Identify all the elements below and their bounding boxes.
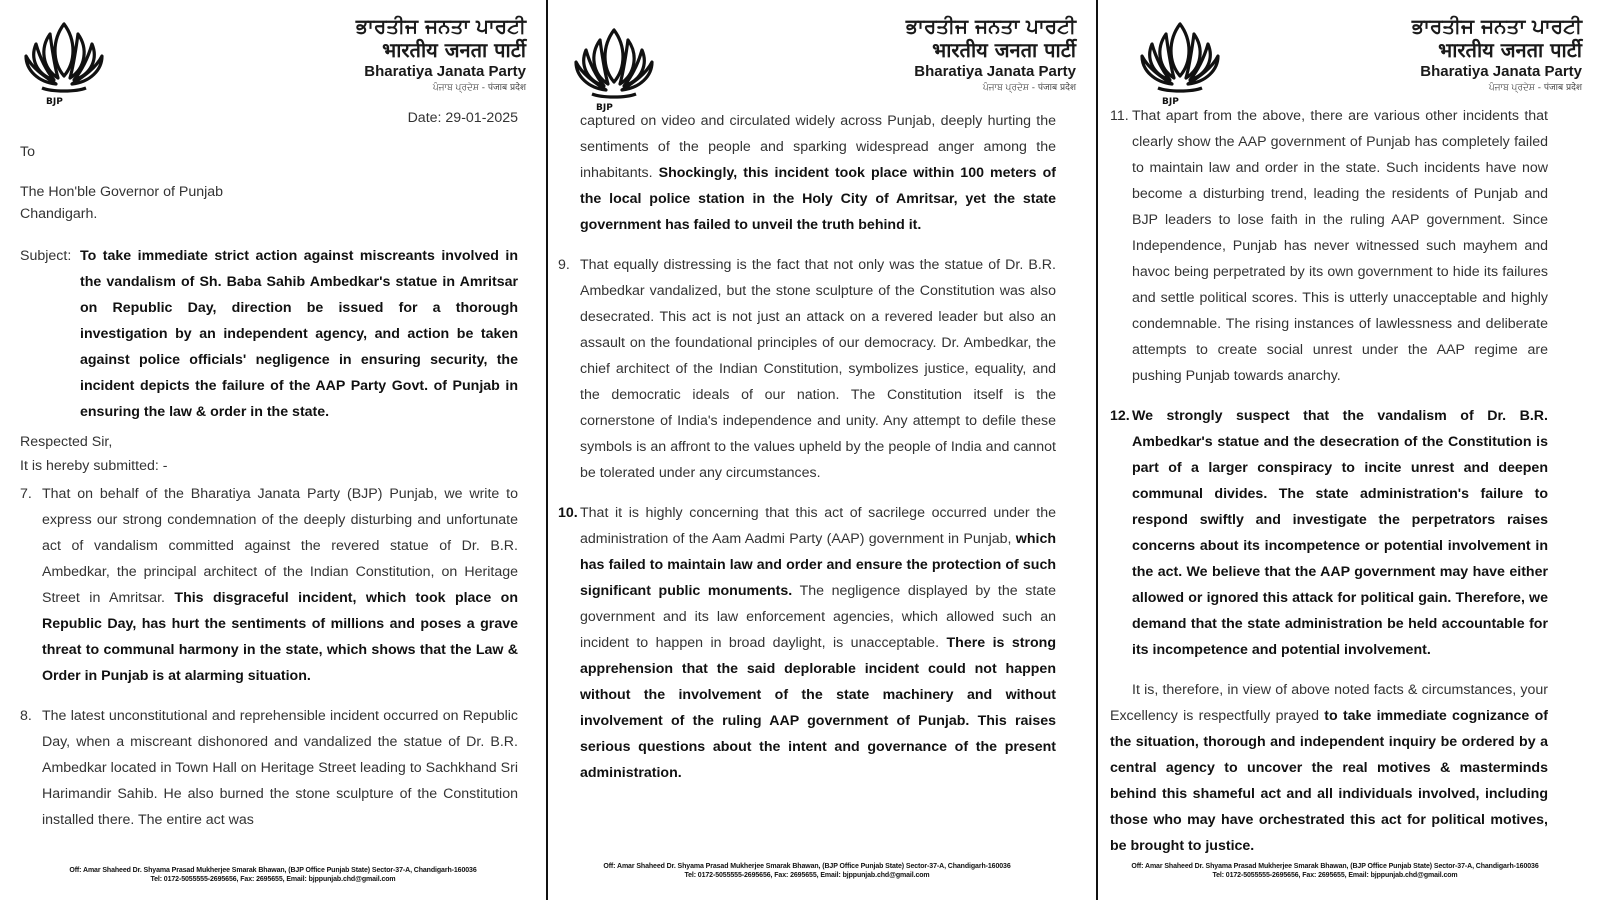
paragraph-10-bold-text-b: which has failed to maintain law and order and ensure the protection of such significant public monuments. <box>580 531 1056 599</box>
paragraph-12-text: We strongly suspect that the vandalism of Dr. B.R. Ambedkar's statue and the desecration of the Constitution is part of a larger conspiracy to incite unrest and deepen communal divides. The state administration's failure to respond swiftly and investigate the perpetrators raises concerns about its incompetence or potential involvement in the act. We believe that the AAP government may have either allowed or ignored this attack for political gain. Therefore, we demand that the state administration be held accountable for its incompetence and potential involvement. <box>1132 408 1548 658</box>
letter-date: Date: 29-01-2025 <box>407 110 518 126</box>
party-state-unit: ਪੰਜਾਬ ਪ੍ਰਦੇਸ਼ - पंजाब प्रदेश <box>982 83 1076 93</box>
bjp-lotus-logo-icon <box>22 18 106 108</box>
letter-footer <box>20 866 526 884</box>
paragraph-7 <box>20 481 518 689</box>
subject-block <box>20 243 518 425</box>
paragraph-10-bold-text-d: There is strong apprehension that the said deplorable incident could not happen without the involvement of the state machinery and without involvement of the ruling AAP government of Punjab. This raises serious questions about the intent and governance of the present administration. <box>580 635 1056 781</box>
party-name-english: Bharatiya Janata Party <box>914 63 1076 80</box>
paragraph-7-text: That on behalf of the Bharatiya Janata Party (BJP) Punjab, we write to express our strong condemnation of the deeply disturbing and unfortunate act of vandalism committed against the revered statue of Dr. B.R. Ambedkar, the principal architect of the Indian Constitution, on Heritage Street in Amritsar. <box>42 486 518 606</box>
paragraph-8-continued-text: captured on video and circulated widely across Punjab, deeply hurting the sentiments of the people and sparking widespread anger among the inhabitants. <box>580 113 1056 181</box>
letter-page-3 <box>1100 0 1600 900</box>
party-name-hindi: भारतीय जनता पार्टी <box>1438 38 1582 62</box>
letter-body <box>558 108 1056 786</box>
party-name-english: Bharatiya Janata Party <box>364 63 526 80</box>
footer-address: Off: Amar Shaheed Dr. Shyama Prasad Mukherjee Smarak Bhawan, (BJP Office Punjab State) Sector-37-A, Chandigarh-160036 <box>1131 863 1539 870</box>
subject-text: To take immediate strict action against miscreants involved in the vandalism of Sh. Baba Sahib Ambedkar's statue in Amritsar on Republic Day, direction be issued for a thorough investigation by an independent agency, and action be taken against police officials' negligence in ensuring security, the incident depicts the failure of the AAP Party Govt. of Punjab in ensuring the law & order in the state. <box>80 248 518 420</box>
letter-footer <box>558 862 1056 880</box>
submission-line: It is hereby submitted: - <box>20 458 168 474</box>
party-name-punjabi: ਭਾਰਤੀਜ ਜਨਤਾ ਪਾਰਟੀ <box>1411 14 1582 38</box>
paragraph-10 <box>558 500 1056 786</box>
salutation: Respected Sir, <box>20 434 113 450</box>
recipient-to: To <box>20 144 35 160</box>
letterhead <box>356 14 526 94</box>
letterhead <box>1412 14 1582 94</box>
closing-prayer-bold-text: to take immediate cognizance of the situation, thorough and independent inquiry be ordered by a central agency to uncover the real motives & masterminds behind this shameful act and all individuals involved, including those who may have orchestrated this act for political motives, be brought to justice. <box>1110 708 1548 854</box>
footer-contact: Tel: 0172-5055555-2695656, Fax: 2695655, Email: bjppunjab.chd@gmail.com <box>684 872 930 879</box>
letter-footer <box>1110 862 1560 880</box>
paragraph-9 <box>558 252 1056 486</box>
footer-address: Off: Amar Shaheed Dr. Shyama Prasad Mukherjee Smarak Bhawan, (BJP Office Punjab State) Sector-37-A, Chandigarh-160036 <box>603 863 1011 870</box>
party-name-punjabi: ਭਾਰਤੀਜ ਜਨਤਾ ਪਾਰਟੀ <box>355 14 526 38</box>
letter-page-1 <box>0 0 548 900</box>
paragraph-8-continued <box>558 108 1056 238</box>
paragraph-8-number: 8. <box>20 708 32 724</box>
recipient-city: Chandigarh. <box>20 206 98 222</box>
bjp-lotus-logo-icon <box>572 24 656 114</box>
closing-prayer <box>1110 677 1548 859</box>
party-name-english: Bharatiya Janata Party <box>1420 63 1582 80</box>
footer-contact: Tel: 0172-5055555-2695656, Fax: 2695655, Email: bjppunjab.chd@gmail.com <box>150 876 396 883</box>
footer-contact: Tel: 0172-5055555-2695656, Fax: 2695655, Email: bjppunjab.chd@gmail.com <box>1212 872 1458 879</box>
bjp-lotus-logo-icon <box>1138 18 1222 108</box>
letter-body <box>1110 103 1548 859</box>
paragraph-11-text: That apart from the above, there are various other incidents that clearly show the AAP government of Punjab has completely failed to maintain law and order in the state. Such incidents have now become a disturbing trend, leading the residents of Punjab and BJP leaders to lose faith in the ruling AAP government. Since Independence, Punjab has never witnessed such mayhem and havoc being perpetrated by its own government to hide its failures and settle political scores. This is utterly unacceptable and highly condemnable. The rising instances of lawlessness and deliberate attempts to create social unrest under the AAP regime are pushing Punjab towards anarchy. <box>1132 108 1548 384</box>
paragraph-11-number: 11. <box>1110 108 1129 124</box>
paragraph-11 <box>1110 103 1548 389</box>
subject-label: Subject: <box>20 248 72 264</box>
party-name-hindi: भारतीय जनता पार्टी <box>382 38 526 62</box>
recipient-title: The Hon'ble Governor of Punjab <box>20 184 224 200</box>
paragraph-12-number: 12. <box>1110 408 1130 424</box>
paragraph-10-text-c: The negligence displayed by the state government and its law enforcement agencies, which allowed such an incident to happen in broad daylight, is unacceptable. <box>580 583 1056 651</box>
paragraph-10-number: 10. <box>558 505 578 521</box>
letter-page-2 <box>550 0 1098 900</box>
paragraph-12 <box>1110 403 1548 663</box>
paragraph-9-text: That equally distressing is the fact that not only was the statue of Dr. B.R. Ambedkar vandalized, but the stone sculpture of the Constitution was also desecrated. This act is not just an attack on a revered leader but also an assault on the foundational principles of our democracy. Dr. Ambedkar, the chief architect of the Indian Constitution, symbolizes justice, equality, and the democratic ideals of our nation. The Constitution itself is the cornerstone of India's independence and unity. Any attempt to defile these symbols is an affront to the values upheld by the people of India and cannot be tolerated under any circumstances. <box>580 257 1056 481</box>
party-state-unit: ਪੰਜਾਬ ਪ੍ਰਦੇਸ਼ - पंजाब प्रदेश <box>432 83 526 93</box>
paragraph-8-continued-bold-text: Shockingly, this incident took place within 100 meters of the local police station in the Holy City of Amritsar, yet the state government has failed to unveil the truth behind it. <box>580 165 1056 233</box>
paragraph-8 <box>20 703 518 833</box>
paragraph-7-bold-text: This disgraceful incident, which took place on Republic Day, has hurt the sentiments of millions and poses a grave threat to communal harmony in the state, which shows that the Law & Order in Punjab is at alarming situation. <box>42 590 518 684</box>
party-state-unit: ਪੰਜਾਬ ਪ੍ਰਦੇਸ਼ - पंजाब प्रदेश <box>1488 83 1582 93</box>
party-name-hindi: भारतीय जनता पार्टी <box>932 38 1076 62</box>
paragraph-7-number: 7. <box>20 486 32 502</box>
footer-address: Off: Amar Shaheed Dr. Shyama Prasad Mukherjee Smarak Bhawan, (BJP Office Punjab State) Sector-37-A, Chandigarh-160036 <box>69 867 477 874</box>
letter-body <box>20 105 518 833</box>
paragraph-8-text: The latest unconstitutional and reprehensible incident occurred on Republic Day, when a miscreant dishonored and vandalized the statue of Dr. B.R. Ambedkar located in Town Hall on Heritage Street leading to Sachkhand Sri Harimandir Sahib. He also burned the stone sculpture of the Constitution installed there. The entire act was <box>42 708 518 828</box>
party-name-punjabi: ਭਾਰਤੀਜ ਜਨਤਾ ਪਾਰਟੀ <box>905 14 1076 38</box>
closing-prayer-text: It is, therefore, in view of above noted facts & circumstances, your Excellency is respectfully prayed <box>1110 682 1548 724</box>
paragraph-10-text-a: That it is highly concerning that this act of sacrilege occurred under the administration of the Aam Aadmi Party (AAP) government in Punjab, <box>580 505 1056 547</box>
letterhead <box>906 14 1076 94</box>
paragraph-9-number: 9. <box>558 257 570 273</box>
